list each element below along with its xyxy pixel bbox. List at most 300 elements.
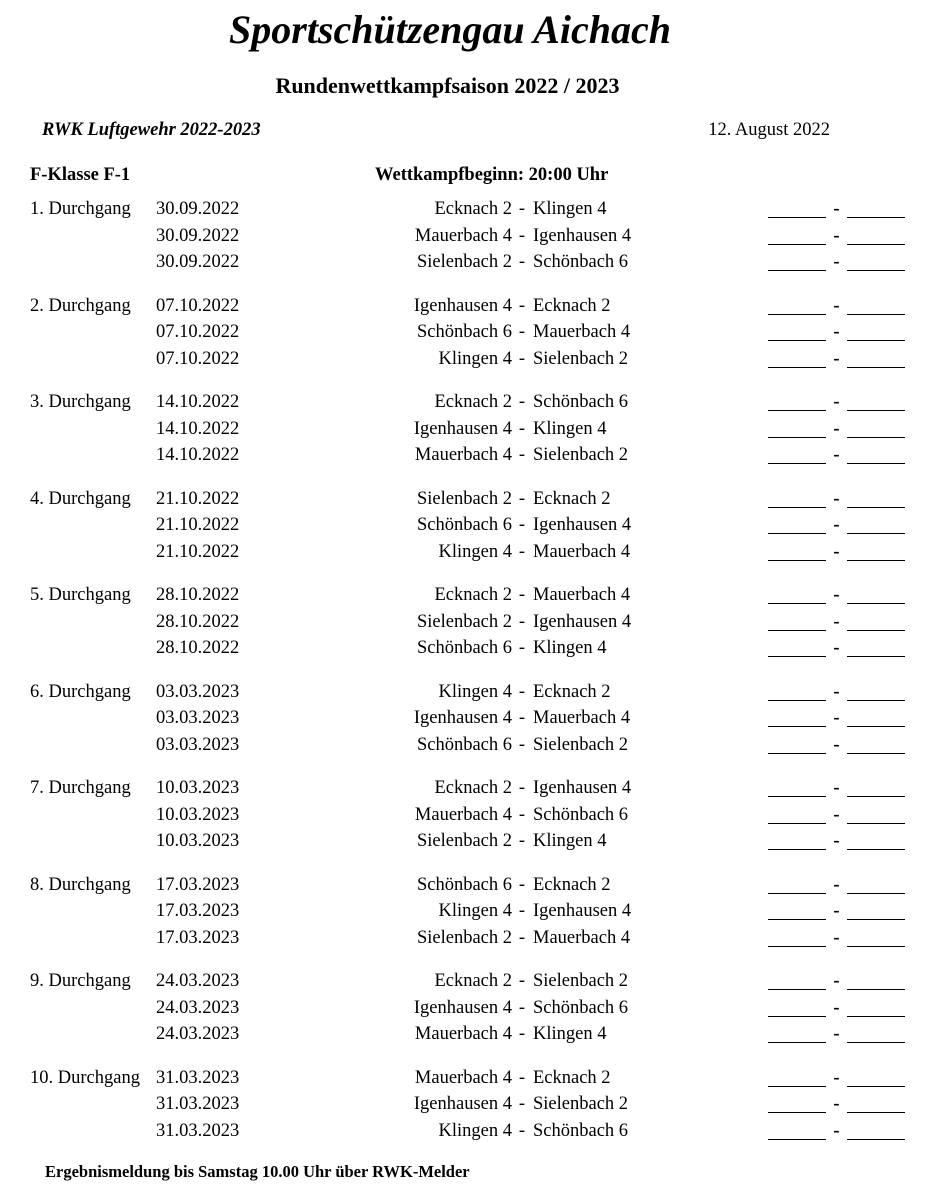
home-team: Sielenbach 2 <box>416 611 512 632</box>
match-date: 24.03.2023 <box>156 971 240 991</box>
result-underline <box>847 823 905 824</box>
round-label: 3. Durchgang <box>30 392 131 412</box>
round-label: 8. Durchgang <box>30 874 131 895</box>
away-team: Mauerbach 4 <box>533 927 631 948</box>
round-block <box>0 389 925 469</box>
match-row <box>0 898 925 925</box>
round-label: 7. Durchgang <box>30 778 131 798</box>
away-team: Ecknach 2 <box>533 1067 611 1088</box>
round-label <box>30 319 156 346</box>
team-separator: - <box>518 901 526 921</box>
result-blank-away <box>845 968 905 995</box>
team-separator: - <box>518 1094 526 1114</box>
team-separator: - <box>518 611 526 632</box>
result-underline <box>847 270 905 271</box>
schedule <box>0 196 925 1144</box>
match-date: 28.10.2022 <box>156 585 240 605</box>
result-underline <box>847 340 905 341</box>
result-underline <box>847 437 905 438</box>
match-date: 28.10.2022 <box>156 638 240 658</box>
match-row <box>0 196 925 223</box>
round-label <box>30 925 156 952</box>
match-date: 17.03.2023 <box>156 874 240 895</box>
result-blank-away <box>845 898 905 925</box>
home-team: Schönbach 6 <box>416 734 512 755</box>
away-team: Klingen 4 <box>533 418 607 439</box>
result-blank-home <box>768 995 828 1022</box>
round-label <box>30 442 156 469</box>
round-label <box>30 705 156 732</box>
round-block <box>0 775 925 855</box>
round-label <box>30 249 156 276</box>
away-team: Schönbach 6 <box>533 1120 629 1141</box>
away-team: Ecknach 2 <box>533 874 611 895</box>
match-row <box>0 416 925 443</box>
result-underline <box>847 893 905 894</box>
round-label <box>30 609 156 636</box>
match-date: 07.10.2022 <box>156 348 240 369</box>
result-blank-away <box>845 705 905 732</box>
home-team: Igenhausen 4 <box>413 1094 512 1114</box>
home-team: Mauerbach 4 <box>414 1067 512 1088</box>
team-separator: - <box>518 295 526 316</box>
round-label <box>30 995 156 1022</box>
match-row <box>0 1021 925 1048</box>
away-team: Mauerbach 4 <box>533 585 631 605</box>
round-block <box>0 679 925 759</box>
result-underline <box>768 656 826 657</box>
result-underline <box>847 367 905 368</box>
away-team: Schönbach 6 <box>533 804 629 825</box>
match-row <box>0 1065 925 1092</box>
result-blank-home <box>768 802 828 829</box>
result-underline <box>768 1139 826 1140</box>
match-row <box>0 872 925 899</box>
home-team: Klingen 4 <box>438 348 512 369</box>
result-underline <box>768 630 826 631</box>
page-title: Sportschützengau Aichach <box>229 7 671 52</box>
match-date: 10.03.2023 <box>156 804 240 825</box>
result-underline <box>768 314 826 315</box>
home-team: Sielenbach 2 <box>416 488 512 509</box>
home-team: Mauerbach 4 <box>414 804 512 825</box>
round-label: 2. Durchgang <box>30 295 131 316</box>
round-label <box>30 1118 156 1145</box>
result-blank-away <box>845 539 905 566</box>
round-block <box>0 196 925 276</box>
round-block <box>0 872 925 952</box>
result-underline <box>847 1112 905 1113</box>
round-label: 10. Durchgang <box>30 1067 140 1088</box>
round-label <box>30 1021 156 1048</box>
match-row <box>0 539 925 566</box>
result-blank-away <box>845 293 905 320</box>
away-team: Schönbach 6 <box>533 252 629 272</box>
result-underline <box>847 1042 905 1043</box>
match-row <box>0 609 925 636</box>
result-blank-away <box>845 679 905 706</box>
team-separator: - <box>518 734 526 755</box>
home-team: Ecknach 2 <box>434 585 512 605</box>
result-blank-away <box>845 828 905 855</box>
result-dash: - <box>833 1024 840 1044</box>
match-row <box>0 1091 925 1118</box>
result-blank-home <box>768 319 828 346</box>
result-underline <box>768 946 826 947</box>
match-date: 17.03.2023 <box>156 901 240 921</box>
round-label <box>30 635 156 662</box>
team-separator: - <box>518 541 526 562</box>
result-underline <box>847 410 905 411</box>
round-label <box>30 223 156 250</box>
round-label <box>30 898 156 925</box>
team-separator: - <box>518 1067 526 1088</box>
team-separator: - <box>518 831 526 851</box>
result-dash: - <box>833 322 840 342</box>
team-separator: - <box>518 252 526 272</box>
home-team: Mauerbach 4 <box>414 225 512 246</box>
result-underline <box>847 533 905 534</box>
match-row <box>0 968 925 995</box>
match-row <box>0 512 925 539</box>
result-underline <box>768 463 826 464</box>
team-separator: - <box>518 348 526 369</box>
round-label: 6. Durchgang <box>30 681 131 702</box>
home-team: Ecknach 2 <box>434 199 512 219</box>
home-team: Igenhausen 4 <box>413 295 512 316</box>
page-subtitle: Rundenwettkampfsaison 2022 / 2023 <box>275 73 620 98</box>
match-date: 21.10.2022 <box>156 515 240 535</box>
result-blank-home <box>768 679 828 706</box>
team-separator: - <box>518 927 526 948</box>
result-blank-away <box>845 389 905 416</box>
result-dash: - <box>833 971 840 991</box>
result-blank-home <box>768 346 828 373</box>
result-underline <box>768 603 826 604</box>
home-team: Igenhausen 4 <box>413 708 512 728</box>
match-row <box>0 828 925 855</box>
result-underline <box>847 726 905 727</box>
round-block <box>0 1065 925 1145</box>
home-team: Schönbach 6 <box>416 638 512 658</box>
result-underline <box>847 753 905 754</box>
result-blank-home <box>768 249 828 276</box>
match-date: 30.09.2022 <box>156 199 240 219</box>
result-underline <box>847 630 905 631</box>
result-blank-away <box>845 319 905 346</box>
class-label: F-Klasse F-1 <box>30 165 131 185</box>
footer-note: Ergebnismeldung bis Samstag 10.00 Uhr über RWK-Melder <box>45 1162 470 1181</box>
away-team: Mauerbach 4 <box>533 708 631 728</box>
result-blank-away <box>845 1118 905 1145</box>
result-underline <box>768 270 826 271</box>
round-block <box>0 293 925 373</box>
round-label <box>30 1091 156 1118</box>
away-team: Igenhausen 4 <box>533 515 632 535</box>
result-underline <box>768 560 826 561</box>
result-underline <box>768 437 826 438</box>
round-label <box>30 346 156 373</box>
match-date: 07.10.2022 <box>156 322 240 342</box>
class-row <box>0 163 925 187</box>
match-row <box>0 705 925 732</box>
result-dash: - <box>833 708 840 728</box>
team-separator: - <box>518 874 526 895</box>
match-row <box>0 925 925 952</box>
round-label: 5. Durchgang <box>30 585 131 605</box>
result-dash: - <box>833 997 840 1018</box>
result-underline <box>768 1042 826 1043</box>
result-blank-home <box>768 416 828 443</box>
result-dash: - <box>833 585 840 605</box>
round-block <box>0 486 925 566</box>
result-blank-away <box>845 1021 905 1048</box>
home-team: Klingen 4 <box>438 541 512 562</box>
match-row <box>0 223 925 250</box>
match-row <box>0 635 925 662</box>
match-date: 03.03.2023 <box>156 681 240 702</box>
result-blank-home <box>768 512 828 539</box>
result-dash: - <box>833 804 840 825</box>
round-label <box>30 539 156 566</box>
match-date: 21.10.2022 <box>156 488 240 509</box>
away-team: Mauerbach 4 <box>533 322 631 342</box>
away-team: Ecknach 2 <box>533 681 611 702</box>
result-underline <box>847 603 905 604</box>
result-underline <box>768 919 826 920</box>
result-underline <box>768 893 826 894</box>
team-separator: - <box>518 225 526 246</box>
match-row <box>0 249 925 276</box>
result-blank-home <box>768 609 828 636</box>
result-dash: - <box>833 348 840 369</box>
result-dash: - <box>833 392 840 412</box>
round-block <box>0 582 925 662</box>
result-underline <box>847 989 905 990</box>
away-team: Mauerbach 4 <box>533 541 631 562</box>
team-separator: - <box>518 681 526 702</box>
away-team: Sielenbach 2 <box>533 445 629 465</box>
team-separator: - <box>518 708 526 728</box>
result-dash: - <box>833 734 840 755</box>
away-team: Klingen 4 <box>533 638 607 658</box>
home-team: Schönbach 6 <box>416 874 512 895</box>
match-date: 10.03.2023 <box>156 778 240 798</box>
result-underline <box>847 919 905 920</box>
away-team: Ecknach 2 <box>533 295 611 316</box>
result-dash: - <box>833 1094 840 1114</box>
team-separator: - <box>518 778 526 798</box>
result-underline <box>847 849 905 850</box>
result-underline <box>847 1086 905 1087</box>
match-row <box>0 319 925 346</box>
team-separator: - <box>518 997 526 1018</box>
result-dash: - <box>833 874 840 895</box>
result-blank-home <box>768 828 828 855</box>
result-dash: - <box>833 927 840 948</box>
result-underline <box>847 1016 905 1017</box>
match-date: 10.03.2023 <box>156 831 240 851</box>
result-blank-away <box>845 995 905 1022</box>
result-underline <box>768 989 826 990</box>
home-team: Sielenbach 2 <box>416 252 512 272</box>
result-dash: - <box>833 611 840 632</box>
result-underline <box>768 340 826 341</box>
match-row <box>0 346 925 373</box>
result-blank-home <box>768 1021 828 1048</box>
round-label: 9. Durchgang <box>30 971 131 991</box>
result-dash: - <box>833 778 840 798</box>
team-separator: - <box>518 488 526 509</box>
result-dash: - <box>833 681 840 702</box>
result-underline <box>768 796 826 797</box>
result-blank-home <box>768 486 828 513</box>
match-date: 03.03.2023 <box>156 734 240 755</box>
result-underline <box>847 1139 905 1140</box>
away-team: Sielenbach 2 <box>533 1094 629 1114</box>
result-blank-away <box>845 249 905 276</box>
result-blank-home <box>768 1065 828 1092</box>
team-separator: - <box>518 418 526 439</box>
away-team: Ecknach 2 <box>533 488 611 509</box>
result-blank-home <box>768 293 828 320</box>
document-page <box>0 6 925 1187</box>
result-dash: - <box>833 638 840 658</box>
result-underline <box>847 700 905 701</box>
away-team: Igenhausen 4 <box>533 225 632 246</box>
result-dash: - <box>833 515 840 535</box>
result-blank-away <box>845 223 905 250</box>
home-team: Schönbach 6 <box>416 515 512 535</box>
result-underline <box>847 217 905 218</box>
team-separator: - <box>518 322 526 342</box>
away-team: Schönbach 6 <box>533 392 629 412</box>
result-blank-away <box>845 1065 905 1092</box>
team-separator: - <box>518 585 526 605</box>
result-blank-home <box>768 196 828 223</box>
round-label <box>30 802 156 829</box>
result-underline <box>768 726 826 727</box>
match-date: 28.10.2022 <box>156 611 240 632</box>
away-team: Igenhausen 4 <box>533 611 632 632</box>
home-team: Mauerbach 4 <box>414 1024 512 1044</box>
round-block <box>0 968 925 1048</box>
result-blank-home <box>768 442 828 469</box>
away-team: Klingen 4 <box>533 831 607 851</box>
result-blank-away <box>845 582 905 609</box>
result-blank-away <box>845 609 905 636</box>
document-date: 12. August 2022 <box>708 120 830 140</box>
result-blank-home <box>768 872 828 899</box>
result-blank-home <box>768 1118 828 1145</box>
result-dash: - <box>833 831 840 851</box>
result-blank-away <box>845 196 905 223</box>
team-separator: - <box>518 199 526 219</box>
team-separator: - <box>518 445 526 465</box>
match-date: 03.03.2023 <box>156 708 240 728</box>
result-blank-home <box>768 223 828 250</box>
result-blank-away <box>845 925 905 952</box>
match-row <box>0 732 925 759</box>
match-date: 14.10.2022 <box>156 418 240 439</box>
match-row <box>0 802 925 829</box>
result-underline <box>847 796 905 797</box>
result-blank-away <box>845 346 905 373</box>
result-underline <box>847 946 905 947</box>
result-dash: - <box>833 1120 840 1141</box>
result-underline <box>768 700 826 701</box>
match-date: 24.03.2023 <box>156 997 240 1018</box>
result-blank-away <box>845 416 905 443</box>
result-underline <box>768 1016 826 1017</box>
result-underline <box>768 410 826 411</box>
result-blank-away <box>845 486 905 513</box>
round-label <box>30 416 156 443</box>
result-dash: - <box>833 901 840 921</box>
result-blank-away <box>845 442 905 469</box>
away-team: Klingen 4 <box>533 1024 607 1044</box>
match-date: 31.03.2023 <box>156 1120 240 1141</box>
team-separator: - <box>518 971 526 991</box>
round-label <box>30 828 156 855</box>
match-row <box>0 486 925 513</box>
round-label <box>30 732 156 759</box>
match-row <box>0 389 925 416</box>
match-row <box>0 679 925 706</box>
result-underline <box>768 367 826 368</box>
team-separator: - <box>518 392 526 412</box>
match-date: 21.10.2022 <box>156 541 240 562</box>
result-underline <box>768 217 826 218</box>
match-date: 14.10.2022 <box>156 392 240 412</box>
match-date: 24.03.2023 <box>156 1024 240 1044</box>
result-blank-home <box>768 968 828 995</box>
result-blank-home <box>768 898 828 925</box>
away-team: Sielenbach 2 <box>533 734 629 755</box>
match-row <box>0 293 925 320</box>
away-team: Igenhausen 4 <box>533 778 632 798</box>
match-date: 30.09.2022 <box>156 225 240 246</box>
result-blank-away <box>845 1091 905 1118</box>
away-team: Schönbach 6 <box>533 997 629 1018</box>
result-underline <box>847 314 905 315</box>
result-blank-home <box>768 389 828 416</box>
match-row <box>0 995 925 1022</box>
competition-title: RWK Luftgewehr 2022-2023 <box>42 120 261 140</box>
result-underline <box>847 463 905 464</box>
home-team: Igenhausen 4 <box>413 997 512 1018</box>
result-underline <box>768 533 826 534</box>
result-blank-home <box>768 732 828 759</box>
home-team: Klingen 4 <box>438 681 512 702</box>
match-date: 17.03.2023 <box>156 927 240 948</box>
team-separator: - <box>518 1024 526 1044</box>
result-underline <box>847 656 905 657</box>
result-blank-away <box>845 775 905 802</box>
result-blank-away <box>845 872 905 899</box>
team-separator: - <box>518 638 526 658</box>
away-team: Sielenbach 2 <box>533 348 629 369</box>
result-dash: - <box>833 199 840 219</box>
home-team: Sielenbach 2 <box>416 831 512 851</box>
result-underline <box>847 507 905 508</box>
result-underline <box>768 1086 826 1087</box>
away-team: Sielenbach 2 <box>533 971 629 991</box>
result-dash: - <box>833 488 840 509</box>
result-blank-home <box>768 775 828 802</box>
match-row <box>0 775 925 802</box>
result-dash: - <box>833 1067 840 1088</box>
